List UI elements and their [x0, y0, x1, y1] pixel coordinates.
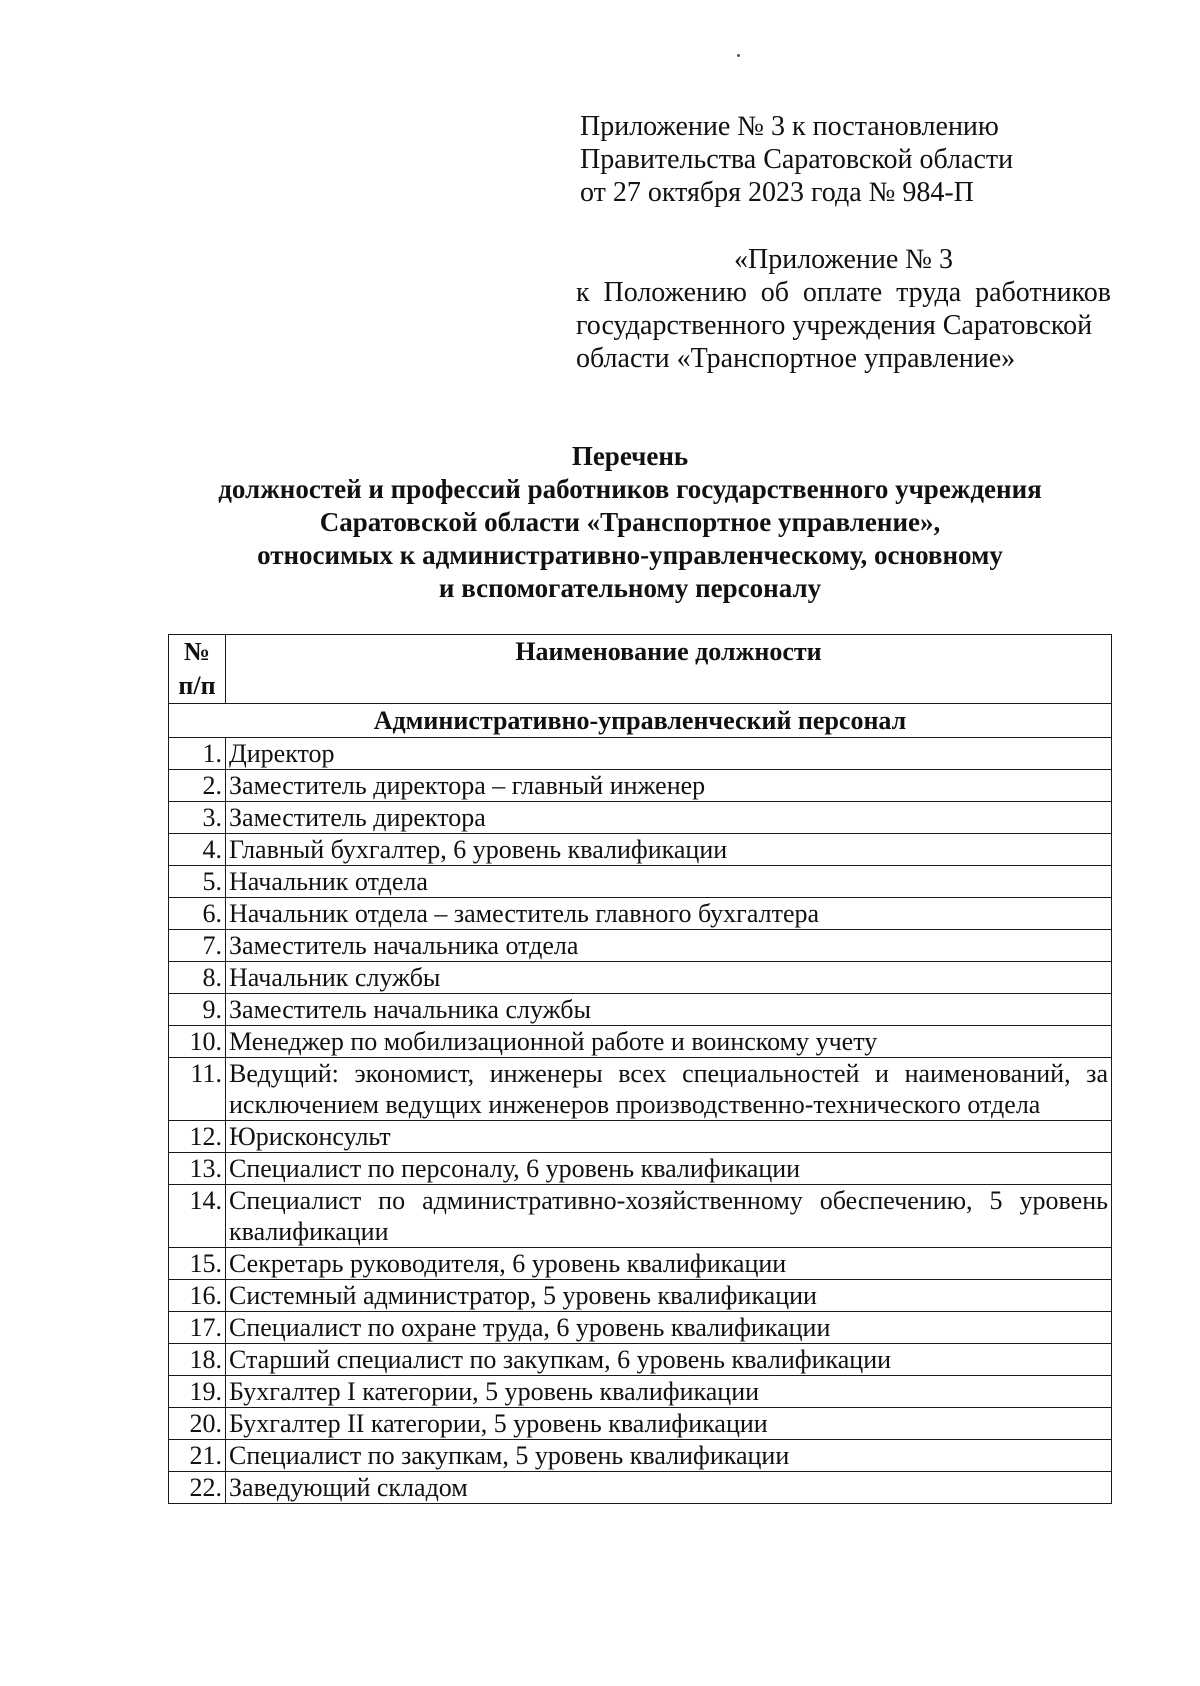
- header-num-cell: [169, 635, 226, 704]
- table-row: [169, 1376, 1112, 1408]
- position-name: Заместитель директора: [226, 802, 1112, 834]
- position-name: Директор: [226, 738, 1112, 770]
- appendix-reference: [580, 110, 1013, 209]
- position-name: Старший специалист по закупкам, 6 уровень квалификации: [226, 1344, 1112, 1376]
- table-header-row: [169, 635, 1112, 704]
- header-name-cell: Наименование должности: [226, 635, 1112, 704]
- position-name: Заместитель начальника службы: [226, 994, 1112, 1026]
- row-number: 22.: [169, 1472, 226, 1504]
- row-number: 2.: [169, 770, 226, 802]
- section-row: [169, 704, 1112, 738]
- position-name: Специалист по охране труда, 6 уровень квалификации: [226, 1312, 1112, 1344]
- table-row: [169, 834, 1112, 866]
- position-name: Специалист по персоналу, 6 уровень квалификации: [226, 1153, 1112, 1185]
- title-line: Перечень: [571, 441, 689, 471]
- scan-speck: [737, 54, 740, 57]
- quoted-appendix-first-line: «Приложение № 3: [734, 244, 953, 275]
- table-row: [169, 1153, 1112, 1185]
- quoted-appendix-reference: [576, 243, 1111, 375]
- table-row: [169, 1472, 1112, 1504]
- position-name: Начальник службы: [226, 962, 1112, 994]
- document-title: [140, 440, 1120, 605]
- appendix-line: Приложение № 3 к постановлению: [580, 111, 999, 142]
- row-number: 21.: [169, 1440, 226, 1472]
- row-number: 13.: [169, 1153, 226, 1185]
- table-row: [169, 1121, 1112, 1153]
- table-row: [169, 1408, 1112, 1440]
- table-row: [169, 1312, 1112, 1344]
- title-line: относимых к административно-управленческому, основному: [257, 540, 1003, 570]
- position-name: Специалист по закупкам, 5 уровень квалификации: [226, 1440, 1112, 1472]
- position-name: Бухгалтер I категории, 5 уровень квалификации: [226, 1376, 1112, 1408]
- row-number: 7.: [169, 930, 226, 962]
- table-row: [169, 1248, 1112, 1280]
- row-number: 20.: [169, 1408, 226, 1440]
- position-name: Системный администратор, 5 уровень квалификации: [226, 1280, 1112, 1312]
- table-row: [169, 1058, 1112, 1121]
- table-row: [169, 1440, 1112, 1472]
- position-name: Начальник отдела: [226, 866, 1112, 898]
- row-number: 8.: [169, 962, 226, 994]
- position-name: Заместитель директора – главный инженер: [226, 770, 1112, 802]
- row-number: 4.: [169, 834, 226, 866]
- row-number: 11.: [169, 1058, 226, 1121]
- position-name: Ведущий: экономист, инженеры всех специальностей и наименований, за исключением ведущих инженеров производственно-технического отдела: [226, 1058, 1112, 1121]
- table-row: [169, 962, 1112, 994]
- position-name: Секретарь руководителя, 6 уровень квалификации: [226, 1248, 1112, 1280]
- row-number: 6.: [169, 898, 226, 930]
- positions-table: [168, 634, 1112, 1504]
- quoted-appendix-line: области «Транспортное управление»: [576, 343, 1016, 374]
- position-name: Заведующий складом: [226, 1472, 1112, 1504]
- table-body: [169, 704, 1112, 1504]
- quoted-appendix-line: к Положению об оплате труда работников: [576, 277, 1111, 308]
- table-row: [169, 898, 1112, 930]
- header-num-line: п/п: [178, 671, 216, 700]
- position-name: Бухгалтер II категории, 5 уровень квалификации: [226, 1408, 1112, 1440]
- quoted-appendix-line: государственного учреждения Саратовской: [576, 310, 1093, 341]
- position-name: Менеджер по мобилизационной работе и воинскому учету: [226, 1026, 1112, 1058]
- table-row: [169, 770, 1112, 802]
- table-row: [169, 1185, 1112, 1248]
- position-name: Начальник отдела – заместитель главного бухгалтера: [226, 898, 1112, 930]
- row-number: 16.: [169, 1280, 226, 1312]
- appendix-line: Правительства Саратовской области: [580, 144, 1014, 175]
- title-line: должностей и профессий работников государственного учреждения: [218, 474, 1042, 504]
- row-number: 5.: [169, 866, 226, 898]
- table-row: [169, 738, 1112, 770]
- header-num-line: №: [183, 637, 211, 666]
- table-row: [169, 930, 1112, 962]
- title-line: и вспомогательному персоналу: [438, 573, 822, 603]
- row-number: 17.: [169, 1312, 226, 1344]
- section-title: Административно-управленческий персонал: [169, 704, 1112, 738]
- table-row: [169, 866, 1112, 898]
- appendix-line: от 27 октября 2023 года № 984-П: [580, 177, 974, 208]
- row-number: 14.: [169, 1185, 226, 1248]
- row-number: 10.: [169, 1026, 226, 1058]
- table-row: [169, 802, 1112, 834]
- row-number: 3.: [169, 802, 226, 834]
- table-row: [169, 1026, 1112, 1058]
- table-row: [169, 1280, 1112, 1312]
- table-row: [169, 994, 1112, 1026]
- row-number: 12.: [169, 1121, 226, 1153]
- row-number: 15.: [169, 1248, 226, 1280]
- position-name: Главный бухгалтер, 6 уровень квалификации: [226, 834, 1112, 866]
- row-number: 19.: [169, 1376, 226, 1408]
- row-number: 18.: [169, 1344, 226, 1376]
- position-name: Юрисконсульт: [226, 1121, 1112, 1153]
- row-number: 9.: [169, 994, 226, 1026]
- position-name: Заместитель начальника отдела: [226, 930, 1112, 962]
- row-number: 1.: [169, 738, 226, 770]
- title-line: Саратовской области «Транспортное управление»,: [319, 507, 941, 537]
- position-name: Специалист по административно-хозяйственному обеспечению, 5 уровень квалификации: [226, 1185, 1112, 1248]
- table-row: [169, 1344, 1112, 1376]
